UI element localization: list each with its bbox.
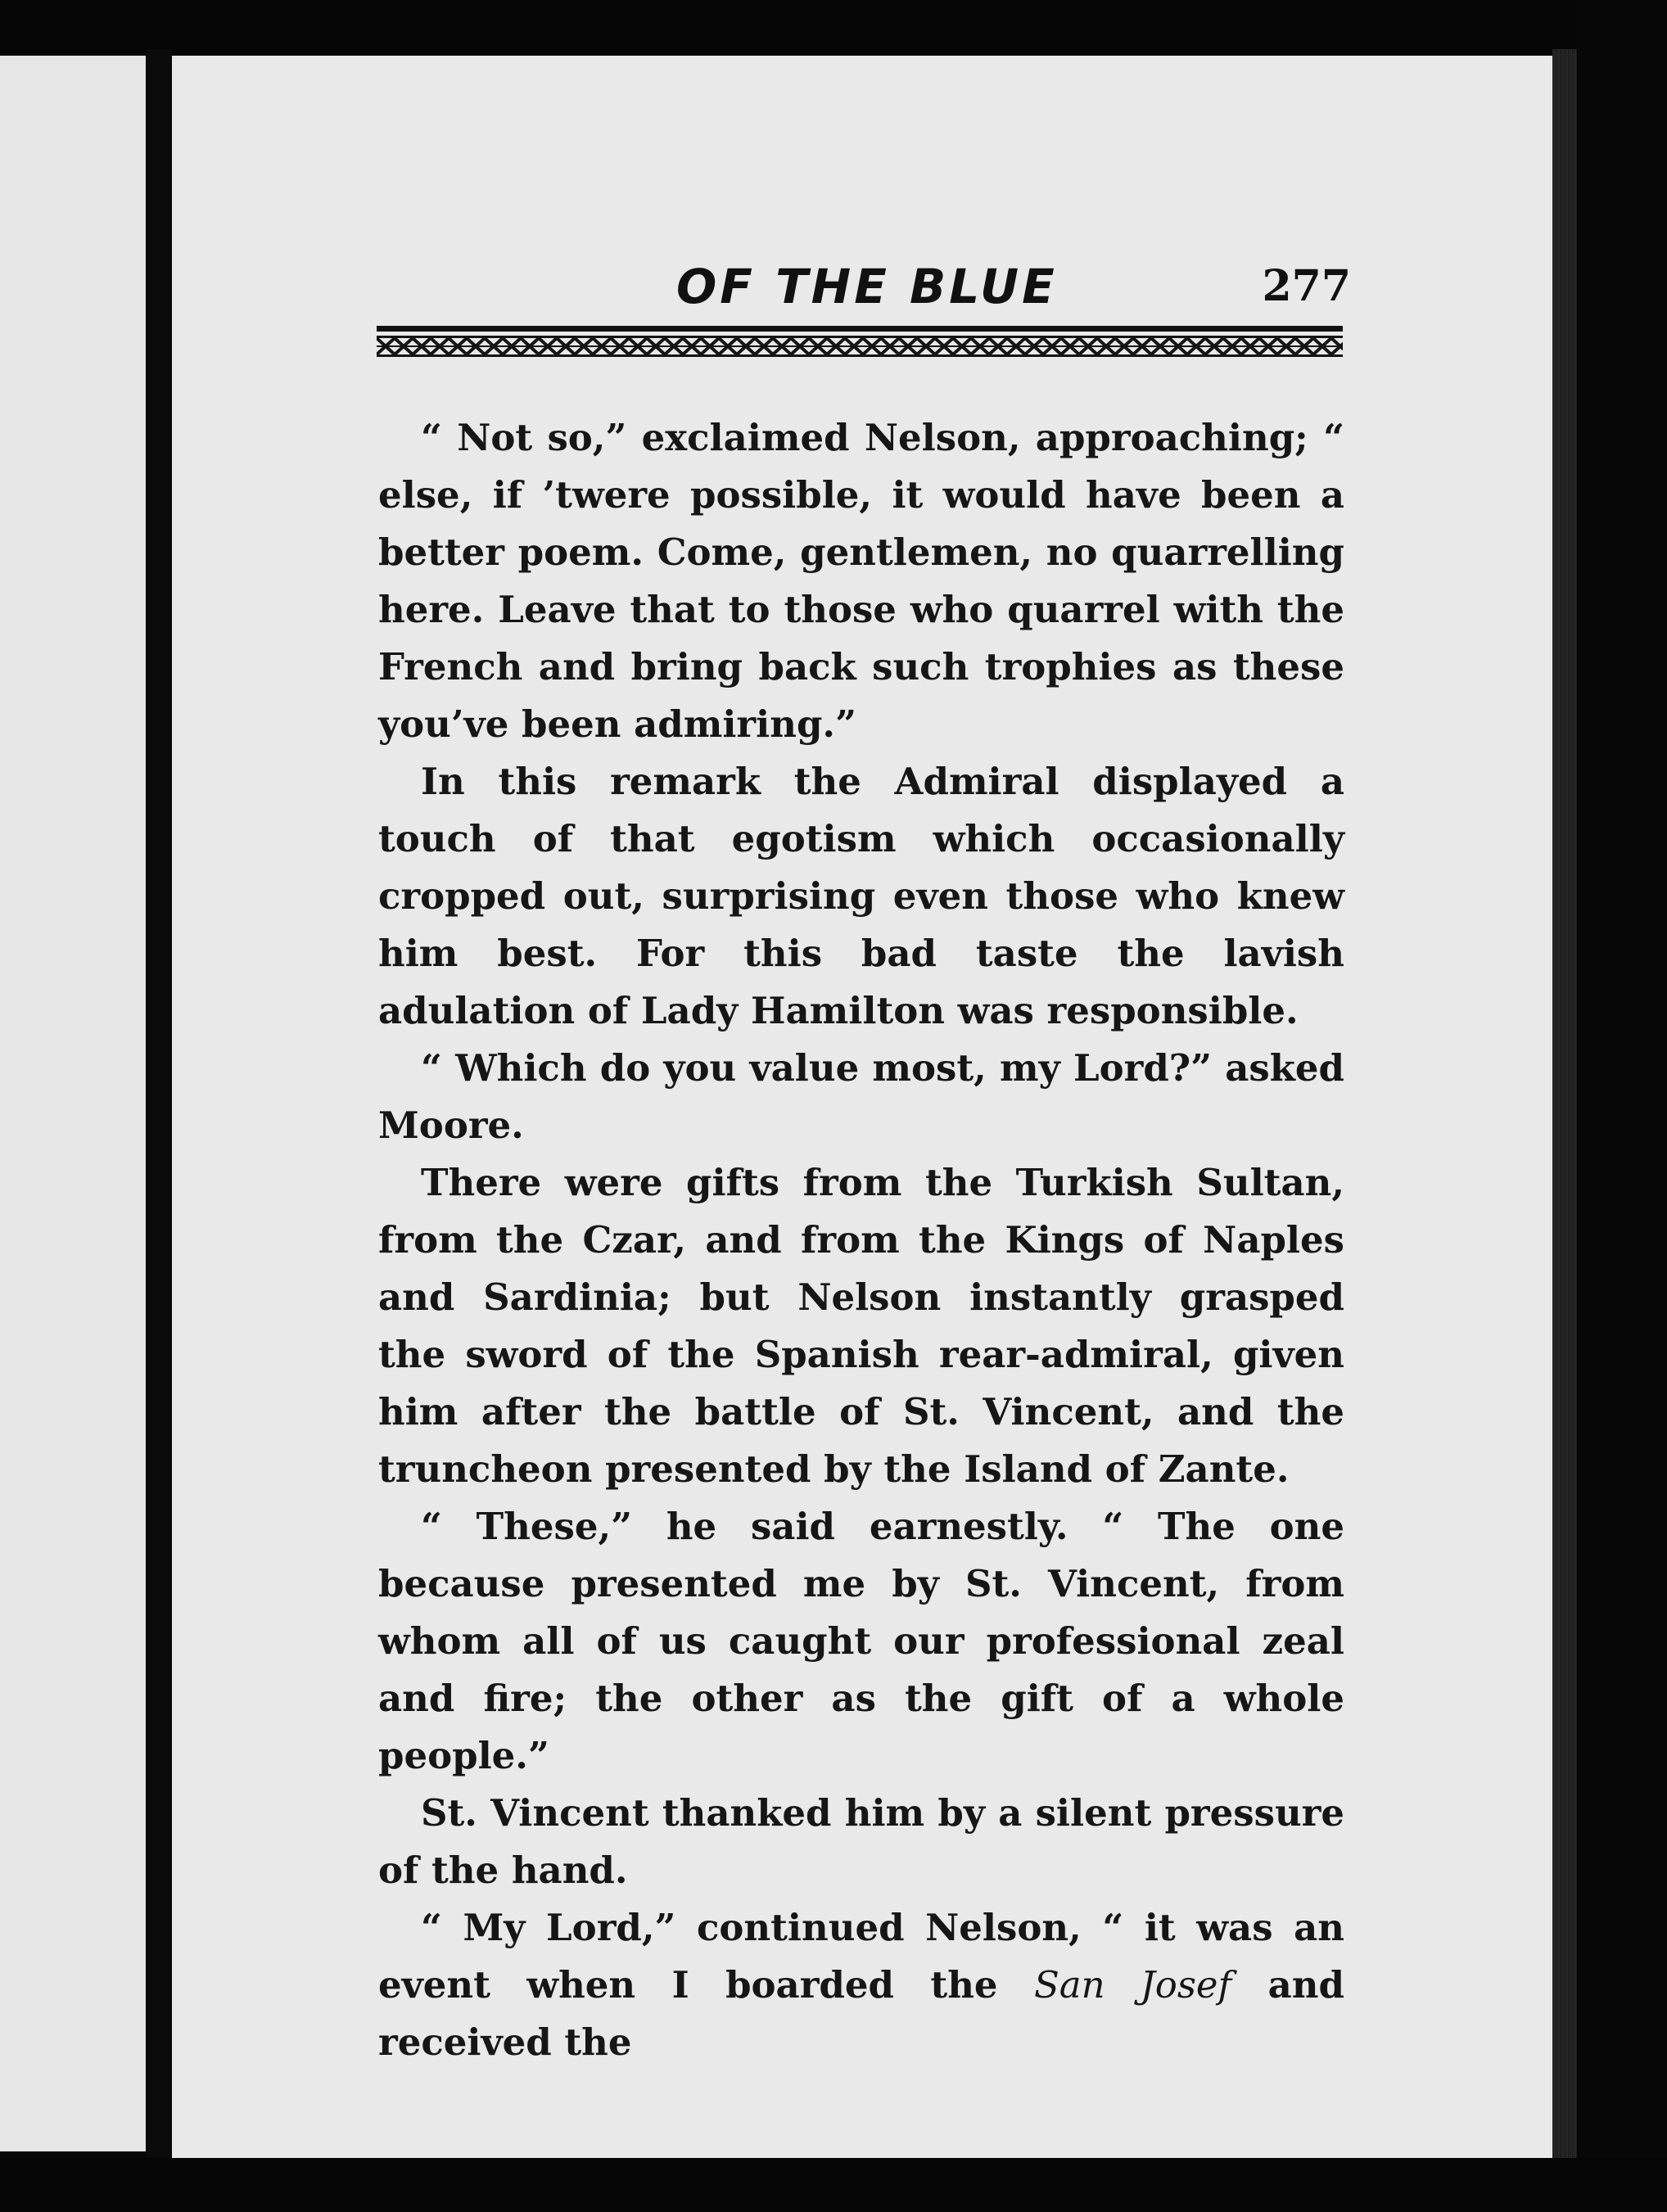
scan-border-bottom (0, 2158, 1667, 2212)
paragraph: “ Not so,” exclaimed Nelson, approaching; “ else, if ’twere possible, it would have been a better poem. Come, gentlemen, no quarrelling here. Leave that to those who quarrel with the French and bring back such trophies as these you’ve been admiring.” (378, 416, 1344, 746)
paragraph: “ Which do you value most, my Lord?” asked Moore. (378, 1046, 1344, 1147)
paragraph-text-start: “ My Lord,” continued Nelson, “ it was an event when I boarded the (378, 1906, 1344, 2007)
paragraph: There were gifts from the Turkish Sultan, from the Czar, and from the Kings of Naples and Sardinia; but Nelson instantly grasped the sword of the Spanish rear-admiral, given him after the battle of St. Vincent, and the truncheon presented by the Island of Zante. (378, 1161, 1344, 1491)
page-number: 277 (1262, 261, 1351, 311)
running-head-title: OF THE BLUE (676, 259, 1058, 314)
paragraph: St. Vincent thanked him by a silent pressure of the hand. (378, 1791, 1344, 1892)
header-rule (377, 326, 1343, 332)
book-gutter (146, 49, 172, 2161)
scan-border-top (0, 0, 1667, 57)
ship-name: San Josef (1033, 1963, 1232, 2007)
running-head (377, 255, 1351, 318)
body-text (378, 409, 1344, 2071)
paragraph: In this remark the Admiral displayed a touch of that egotism which occasionally cropped out, surprising even those who knew him best. For this bad taste the lavish adulation of Lady Hamilton was responsible. (378, 760, 1344, 1032)
page-stack-edge (1552, 49, 1577, 2161)
paragraph (378, 1899, 1344, 2071)
ornamental-border (377, 336, 1343, 357)
facing-page-edge (0, 56, 146, 2151)
scan-border-right (1577, 0, 1667, 2212)
paragraph: “ These,” he said earnestly. “ The one because presented me by St. Vincent, from whom all of us caught our professional zeal and fire; the other as the gift of a whole people.” (378, 1505, 1344, 1777)
paragraph-text-end: and received the (378, 1963, 1344, 2064)
